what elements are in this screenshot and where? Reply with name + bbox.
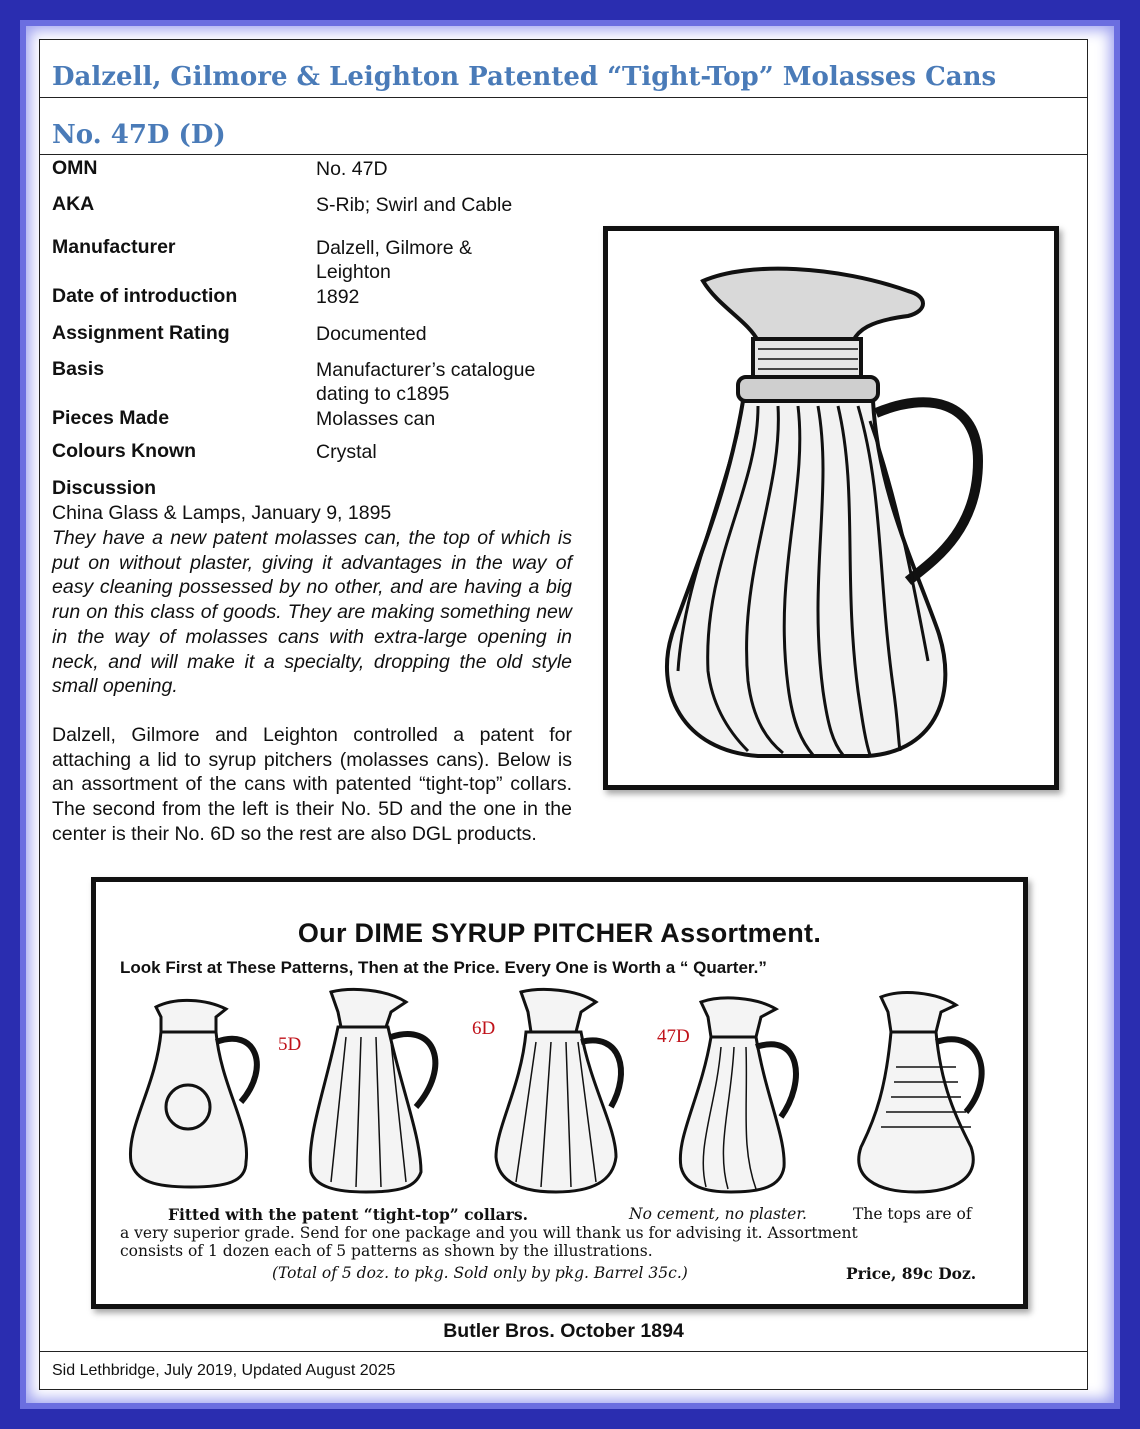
ad-line1-a: Fitted with the patent “tight-top” collars. [168, 1205, 528, 1224]
pitcher-illustration-frame [603, 226, 1059, 790]
ad-line1-c: The tops are of [853, 1205, 972, 1223]
footer-divider [40, 1351, 1087, 1352]
omn-label: OMN [52, 157, 98, 179]
ad-subheading: Look First at These Patterns, Then at the Price. Every One is Worth a “ Quarter.” [120, 958, 767, 977]
rating-value: Documented [316, 323, 427, 345]
basis-label: Basis [52, 358, 105, 380]
discussion-heading: Discussion [52, 477, 157, 499]
pitcher-assortment-illustration [116, 987, 1006, 1197]
colours-label: Colours Known [52, 440, 197, 462]
ad-line1-b: No cement, no plaster. [629, 1205, 807, 1223]
pattern-number-title: No. 47D (D) [52, 120, 226, 150]
pieces-label: Pieces Made [52, 407, 170, 429]
ad-line4: (Total of 5 doz. to pkg. Sold only by pkg. Barrel 35c.) [272, 1264, 688, 1282]
title-divider [40, 97, 1087, 98]
manufacturer-value: Dalzell, Gilmore & Leighton [316, 237, 473, 283]
discussion-body: Dalzell, Gilmore and Leighton controlled a patent for attaching a lid to syrup pitchers (molasses cans). Below is an assortment of the cans with patented “tight-top” collars. The second from the left is their No. 5D and the one in the center is their No. 6D so the rest are also DGL products. [52, 724, 572, 845]
label-5d: 5D [278, 1034, 302, 1055]
ad-line3: consists of 1 dozen each of 5 patterns as shown by the illustrations. [120, 1242, 653, 1260]
colours-value: Crystal [316, 441, 377, 463]
rating-label: Assignment Rating [52, 322, 230, 344]
basis-value: Manufacturer’s catalogue dating to c1895 [316, 359, 536, 405]
pieces-value: Molasses can [316, 408, 436, 430]
ad-caption: Butler Bros. October 1894 [443, 1320, 684, 1342]
ad-heading: Our DIME SYRUP PITCHER Assortment. [297, 918, 822, 948]
date-label: Date of introduction [52, 285, 238, 307]
discussion-quote: They have a new patent molasses can, the top of which is put on without plaster, giving it advantages in the way of easy cleaning possessed by no other, and are having a big run on this class of goods. They are making something new in the way of molasses cans with extra-large opening in neck, and will make it a specialty, dropping the old style small opening. [52, 527, 572, 698]
label-47d: 47D [657, 1026, 690, 1047]
date-value: 1892 [316, 286, 360, 308]
page-title: Dalzell, Gilmore & Leighton Patented “Tight-Top” Molasses Cans [52, 62, 997, 92]
butler-bros-advertisement [91, 877, 1028, 1309]
aka-value: S-Rib; Swirl and Cable [316, 194, 513, 216]
subtitle-divider [40, 154, 1087, 155]
omn-value: No. 47D [316, 158, 388, 180]
ad-line2: a very superior grade. Send for one package and you will thank us for advising it. Assortment [120, 1224, 858, 1242]
discussion-source: China Glass & Lamps, January 9, 1895 [52, 502, 392, 524]
ad-price: Price, 89c Doz. [846, 1264, 977, 1283]
aka-label: AKA [52, 193, 95, 215]
swirl-pitcher-illustration [608, 231, 1054, 785]
manufacturer-label: Manufacturer [52, 236, 176, 258]
label-6d: 6D [472, 1018, 496, 1039]
footer-credit: Sid Lethbridge, July 2019, Updated August 2025 [52, 1362, 396, 1379]
document-page [39, 39, 1088, 1390]
